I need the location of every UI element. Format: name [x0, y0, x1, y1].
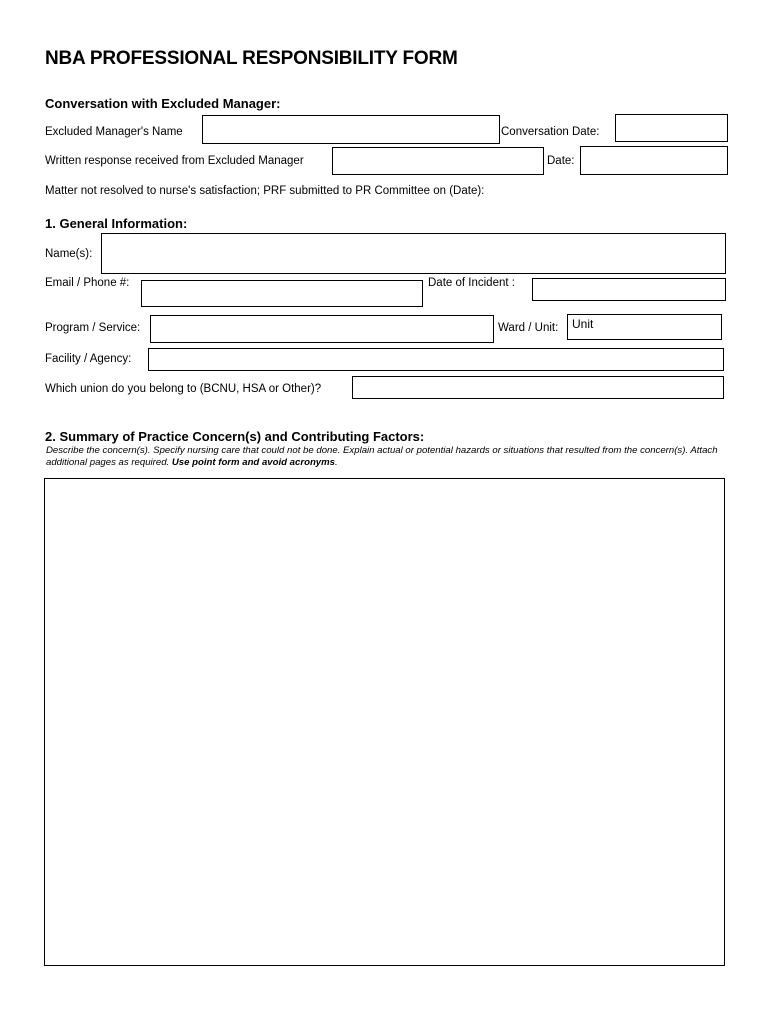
names-field[interactable]: [101, 233, 726, 274]
conversation-date-field[interactable]: [615, 114, 728, 142]
program-service-label: Program / Service:: [45, 322, 141, 334]
summary-description: [46, 445, 736, 469]
summary-text-area[interactable]: [44, 478, 725, 966]
union-field[interactable]: [352, 376, 724, 399]
written-response-field[interactable]: [332, 147, 544, 175]
facility-agency-field[interactable]: [148, 348, 724, 371]
union-input[interactable]: [353, 377, 723, 398]
email-phone-label: Email / Phone #:: [45, 277, 130, 289]
summary-description-text: Describe the concern(s). Specify nursing care that could not be done. Explain actual or potential hazards or situations that resulted from the concern(s). Attach additional pages as required.: [46, 445, 718, 468]
response-date-label: Date:: [547, 155, 575, 167]
summary-description-end: .: [335, 457, 338, 468]
ward-unit-label: Ward / Unit:: [498, 322, 559, 334]
facility-agency-input[interactable]: [149, 349, 723, 370]
conversation-date-input[interactable]: [616, 115, 727, 141]
ward-unit-input[interactable]: [568, 315, 721, 339]
manager-name-label: Excluded Manager's Name: [45, 126, 183, 138]
program-service-field[interactable]: [150, 315, 494, 343]
date-of-incident-field[interactable]: [532, 278, 726, 301]
date-of-incident-input[interactable]: [533, 279, 725, 300]
names-label: Name(s):: [45, 248, 93, 260]
form-title: NBA PROFESSIONAL RESPONSIBILITY FORM: [45, 48, 458, 69]
manager-name-input[interactable]: [203, 116, 499, 143]
conversation-heading: Conversation with Excluded Manager:: [45, 96, 281, 111]
program-service-input[interactable]: [151, 316, 493, 342]
manager-name-field[interactable]: [202, 115, 500, 144]
matter-not-resolved-text: Matter not resolved to nurse's satisfaction; PRF submitted to PR Committee on (Date):: [45, 185, 485, 197]
written-response-input[interactable]: [333, 148, 543, 174]
union-label: Which union do you belong to (BCNU, HSA or Other)?: [45, 383, 322, 395]
written-response-label: Written response received from Excluded Manager: [45, 155, 304, 167]
date-of-incident-label: Date of Incident :: [428, 277, 515, 289]
facility-agency-label: Facility / Agency:: [45, 353, 132, 365]
response-date-field[interactable]: [580, 146, 728, 175]
email-phone-input[interactable]: [142, 281, 422, 306]
general-info-heading: 1. General Information:: [45, 216, 188, 231]
summary-description-emphasis: Use point form and avoid acronyms: [171, 457, 336, 468]
names-input[interactable]: [102, 234, 725, 273]
conversation-date-label: Conversation Date:: [501, 126, 600, 138]
response-date-input[interactable]: [581, 147, 727, 174]
ward-unit-field[interactable]: [567, 314, 722, 340]
summary-heading: 2. Summary of Practice Concern(s) and Contributing Factors:: [45, 429, 425, 444]
summary-textarea[interactable]: [45, 479, 724, 965]
email-phone-field[interactable]: [141, 280, 423, 307]
